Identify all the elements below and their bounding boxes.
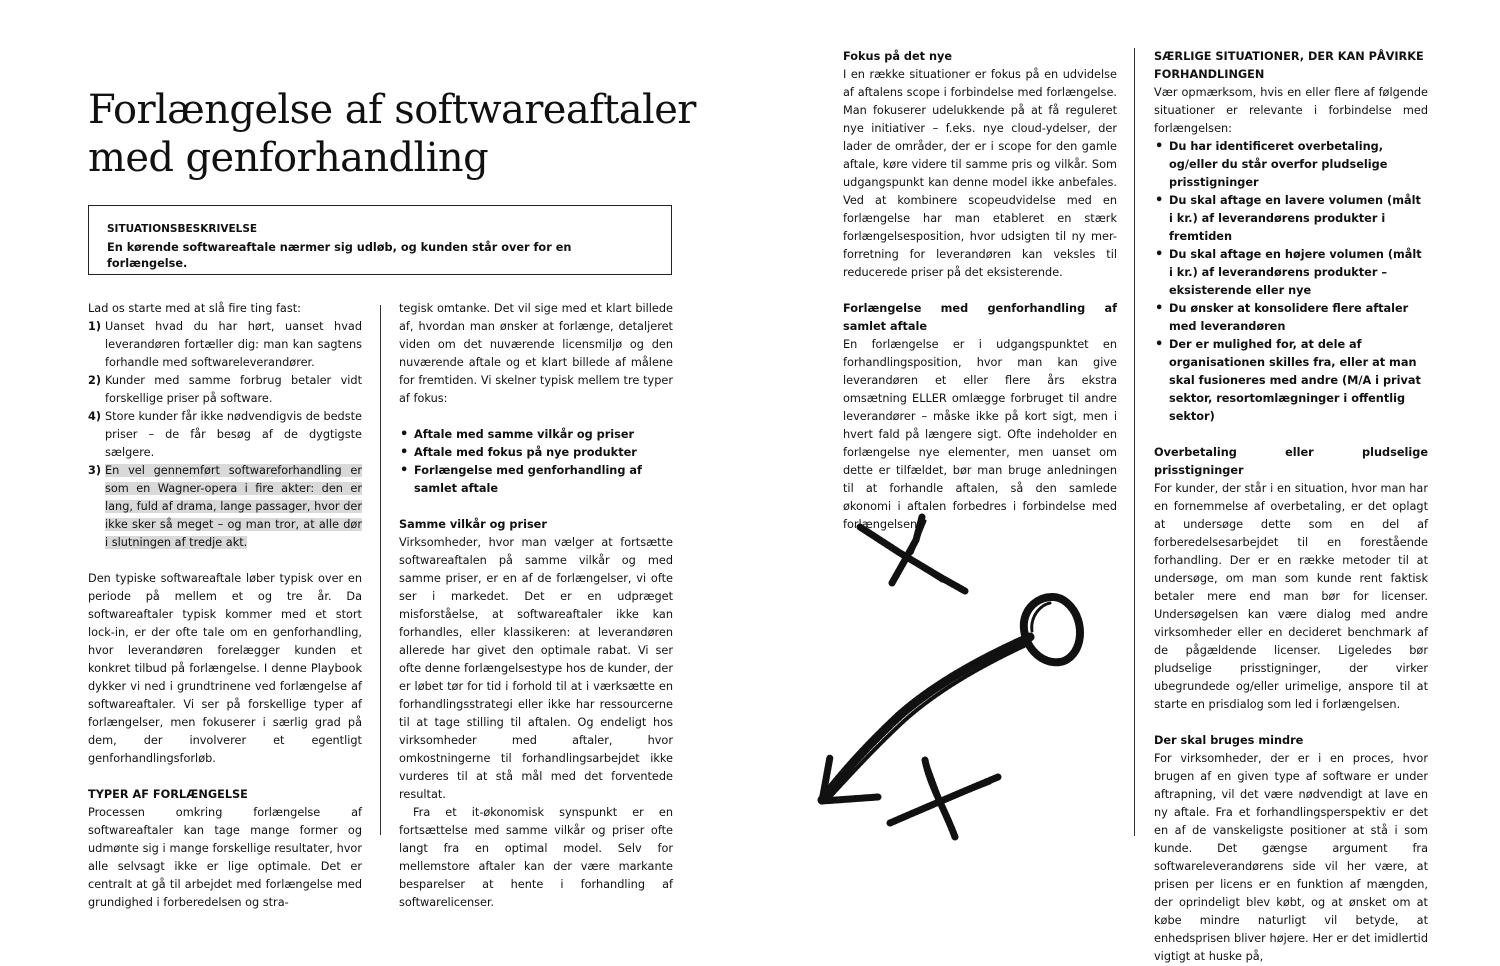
list-item [88, 462, 362, 552]
situation-box [88, 205, 672, 275]
list-item [88, 408, 362, 462]
paragraph: Fra et it-økonomisk synspunkt er en fortsættelse med samme vilkår og priser ofte langt fra en optimal model. Selv for mellemstore aftaler kan der være markante besparelser at hente i forhandling af softwarelicenser. [399, 806, 673, 909]
section-heading: Samme vilkår og priser [399, 518, 547, 531]
list-number: 4) [88, 410, 102, 423]
bullet-item: • Du skal aftage en højere volumen (målt i kr.) af leverandørens produkter – eksisterende eller nye [1154, 246, 1428, 300]
page-title: Forlængelse af softwareaftaler med genforhandling [88, 87, 696, 181]
column-3 [843, 48, 1117, 534]
section-heading: TYPER AF FORLÆNGELSE [88, 788, 248, 801]
column-1 [88, 300, 362, 912]
intro-text: Lad os starte med at slå fire ting fast: [88, 302, 301, 315]
bullet-list [1154, 138, 1428, 426]
bullet-item: • Du skal aftage en lavere volumen (målt i kr.) af leverandørens produkter i fremtiden [1154, 192, 1428, 246]
strategy-sketch-illustration [800, 505, 1100, 865]
highlighted-text: En vel gennemført softwareforhandling er som en Wagner-opera i fire akter: den er lang, fuld af drama, lange passager, hvor der ikke sker så meget – og man tror, at alle dør i slutningen af tredje akt. [105, 464, 362, 549]
column-divider-1 [380, 305, 381, 835]
list-number: 2) [88, 374, 102, 387]
section-heading: Der skal bruges mindre [1154, 734, 1304, 747]
list-text: Kunder med samme forbrug betaler vidt forskellige priser på software. [105, 374, 362, 405]
numbered-list [88, 318, 362, 552]
list-item [88, 318, 362, 372]
paragraph: Processen omkring forlængelse af softwareaftaler kan tage mange former og udmønte sig i mange forskellige resultater, hvor alle selvsagt ikke er lige optimale. Det er centralt at gå til arbejdet med forlængelse med grundighed i forberedelsen og stra- [88, 806, 362, 909]
list-text: Store kunder får ikke nødvendigvis de bedste priser – de får besøg af de dygtigste sælgere. [105, 410, 362, 459]
section-heading: Overbetaling eller pludselige prisstigninger [1154, 446, 1428, 477]
section-heading: SÆRLIGE SITUATIONER, DER KAN PÅVIRKE FORHANDLINGEN [1154, 50, 1424, 81]
paragraph: For kunder, der står i en situation, hvor man har en fornemmelse af overbetaling, er det oplagt at undersøge dette som en del af forberedelsesarbejdet til en forestående forhandling. Der er en række metoder til at undersøge, om man som kunde rent faktisk betaler mere end man bør for licenser. Undersøgelsen kan være dialog med andre virksomheder eller en decideret benchmark af de pågældende licenser. Ligeledes bør pludselige prisstigninger, der virker ubegrundede og/eller urimelige, anspore til at starte en prisdialog som led i forlængelsen. [1154, 482, 1428, 711]
column-4 [1154, 48, 1428, 966]
section-heading: Forlængelse med genforhandling af samlet aftale [843, 302, 1117, 333]
bullet-item: • Der er mulighed for, at dele af organisationen skilles fra, eller at man skal fusioneres med andre (M/A i privat sektor, resortomlægninger i offentlig sektor) [1154, 336, 1428, 426]
bullet-item: • Forlængelse med genforhandling af samlet aftale [399, 462, 673, 498]
bullet-item: • Aftale med fokus på nye produkter [399, 444, 673, 462]
paragraph: Den typiske softwareaftale løber typisk over en periode på mellem et og tre år. Da softwareaftaler typisk kommer med et stort lock-in, er der ofte tale om en genforhandling, hvor leverandøren forelægger kunden et konkret tilbud på forlængelse. I denne Playbook dykker vi ned i grundtrinene ved forlængelse af softwareaftaler. Vi ser på forskellige typer af forlængelser, men fokuserer i særlig grad på dem, der involverer et egentligt genforhandlingsforløb. [88, 572, 362, 765]
bullet-item: • Aftale med samme vilkår og priser [399, 426, 673, 444]
paragraph: tegisk omtanke. Det vil sige med et klart billede af, hvordan man ønsker at forlænge, detaljeret viden om det nuværende licensmiljø og den nuværende aftale og et klart billede af målene for fremtiden. Vi skelner typisk mellem tre typer af fokus: [399, 302, 673, 405]
section-heading: Fokus på det nye [843, 50, 953, 63]
paragraph: I en række situationer er fokus på en udvidelse af aftalens scope i forbindelse med forlængelse. Man fokuserer udelukkende på at få reguleret nye initiativer – f.eks. nye cloud-ydelser, der lader de områder, der er i scope for den gamle aftale, køre videre til samme pris og vilkår. Som udgangspunkt kan denne model ikke anbefales. Ved at kombinere scopeudvidelse med en forlængelse har man etableret en stærk forlængelsesposition, hvor udsigten til ny mer-forretning for leverandøren kan veksles til reducerede priser på det eksisterende. [843, 68, 1117, 279]
paragraph: For virksomheder, der er i en proces, hvor brugen af en given type af software er under aftrapning, vil det være nødvendigt at lave en ny aftale. Fra et forhandlingsperspektiv er det en af de vanskeligste positioner at stå i som kunde. Det gængse argument fra softwareleverandørens side vil her være, at prisen per licens er en funktion af mængden, der oprindeligt blev købt, og at ønsket om at købe mindre naturligt vil betyde, at enhedsprisen bliver højere. Her er det imidlertid vigtigt at huske på, [1154, 752, 1428, 963]
paragraph: En forlængelse er i udgangspunktet en forhandlingsposition, hvor man kan give leverandøren et eller flere års ekstra omsætning ELLER omlægge forbruget til andre leverandører – måske ikke på kort sigt, men i hvert fald på længere sigt. Ofte indeholder en forlængelse nye elementer, men uanset om dette er tilfældet, bør man bruge anledningen til at forhandle aftalen, så den samlede økonomi i aftalen forbedres i forbindelse med forlængelsen. [843, 338, 1117, 531]
situation-text: En kørende softwareaftale nærmer sig udløb, og kunden står over for en forlængelse. [107, 241, 572, 270]
situation-heading: SITUATIONSBESKRIVELSE [107, 223, 258, 235]
bullet-item: • Du ønsker at konsolidere flere aftaler med leverandøren [1154, 300, 1428, 336]
paragraph: Vær opmærksom, hvis en eller flere af følgende situationer er relevante i forbindelse med forlængelsen: [1154, 86, 1428, 135]
bullet-item: • Du har identificeret overbetaling, og/eller du står overfor pludselige prisstigninger [1154, 138, 1428, 192]
bullet-list [399, 426, 673, 498]
column-2 [399, 300, 673, 912]
list-text: Uanset hvad du har hørt, uanset hvad leverandøren fortæller dig: man kan sagtens forhandle med softwareleverandører. [105, 320, 362, 369]
column-divider-2 [1134, 48, 1135, 836]
list-number: 3) [88, 464, 102, 477]
list-item [88, 372, 362, 408]
paragraph: Virksomheder, hvor man vælger at fortsætte softwareaftalen på samme vilkår og med samme priser, er en af de forlængelser, vi ofte ser i markedet. Det er en udpræget misforståelse, at softwareaftaler ikke kan forhandles, eller klassikeren: at leverandøren allerede har givet den optimale rabat. Vi ser ofte denne forlængelsestype hos de kunder, der er løbet tør for tid i forhold til at i værksætte en forhandlingsstrategi eller ikke har ressourcerne til at tage stilling til aftalen. Og endeligt hos virksomheder med aftaler, hvor omkostningerne til forhandlingsarbejdet ikke vurderes til at stå mål med det forventede resultat. [399, 536, 673, 801]
list-number: 1) [88, 320, 102, 333]
